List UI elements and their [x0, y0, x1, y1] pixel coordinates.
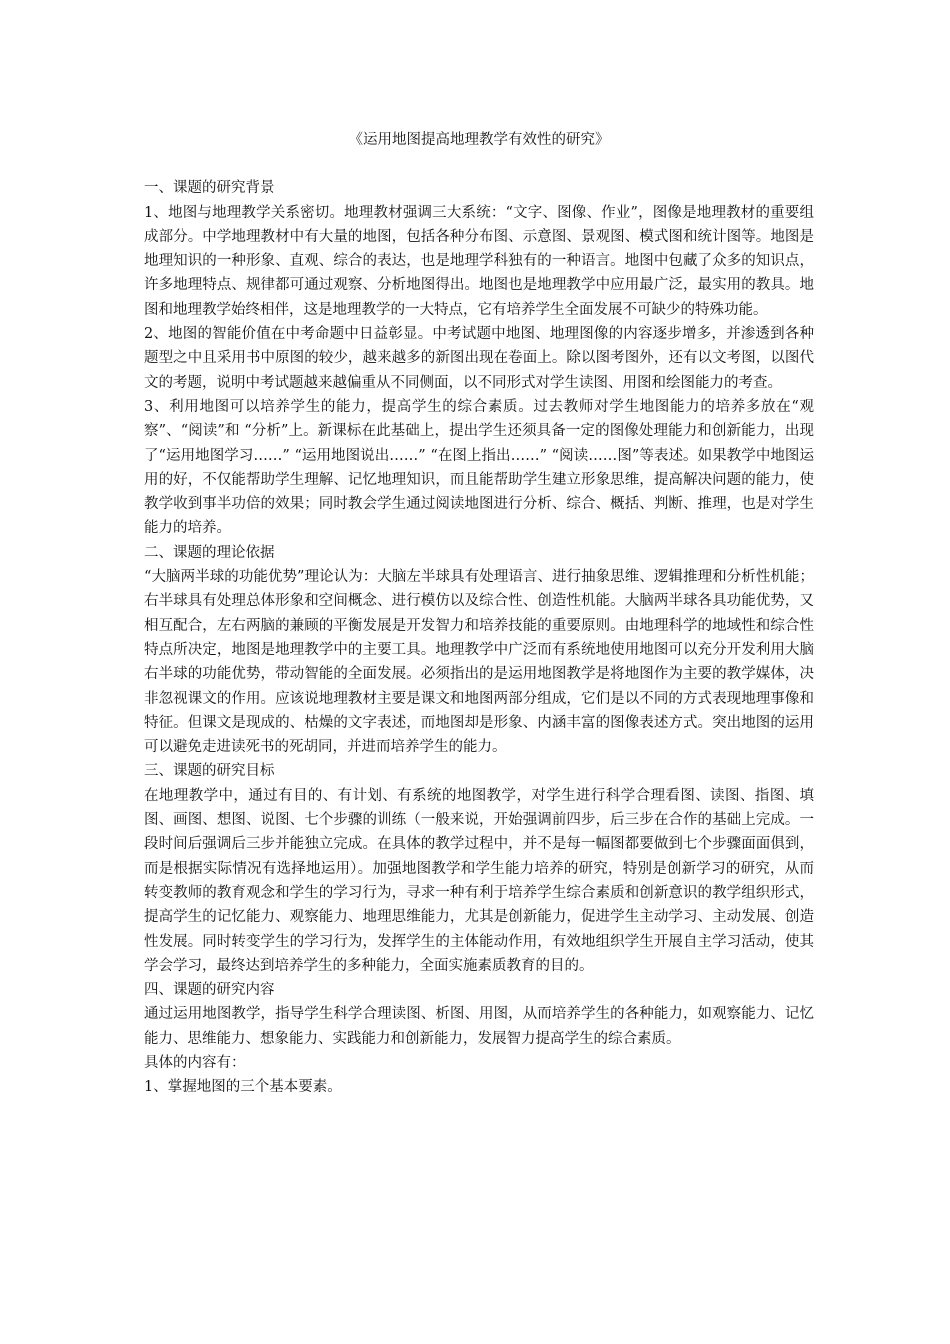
section-theory [144, 541, 814, 760]
paragraph: 3、利用地图可以培养学生的能力，提高学生的综合素质。过去教师对学生地图能力的培养多放在“观察”、“阅读”和 “分析”上。新课标在此基础上，提出学生还须具备一定的图像处理能力和创新能力，出现了“运用地图学习……” “运用地图说出……” “在图上指出……” “阅读……图”等表述。如果教学中地图运用的好，不仅能帮助学生理解、记忆地理知识，而且能帮助学生建立形象思维，提高解决问题的能力，使教学收到事半功倍的效果；同时教会学生通过阅读地图进行分析、综合、概括、判断、推理，也是对学生能力的培养。 [144, 398, 814, 537]
section-content [144, 978, 814, 1099]
section-heading: 三、课题的研究目标 [144, 763, 275, 780]
section-heading: 二、课题的理论依据 [144, 544, 275, 561]
paragraph: 通过运用地图教学，指导学生科学合理读图、析图、用图，从而培养学生的各种能力，如观察能力、记忆能力、思维能力、想象能力、实践能力和创新能力，发展智力提高学生的综合素质。 [144, 1006, 814, 1047]
document-title: 《运用地图提高地理教学有效性的研究》 [348, 132, 610, 148]
paragraph: 2、地图的智能价值在中考命题中日益彰显。中考试题中地图、地理图像的内容逐步增多，并渗透到各种题型之中且采用书中原图的较少，越来越多的新图出现在卷面上。除以图考图外，还有以文考图，以图代文的考题，说明中考试题越来越偏重从不同侧面，以不同形式对学生读图、用图和绘图能力的考查。 [144, 326, 814, 391]
paragraph: 1、地图与地理教学关系密切。地理教材强调三大系统：“文字、图像、作业”，图像是地理教材的重要组成部分。中学地理教材中有大量的地图，包括各种分布图、示意图、景观图、模式图和统计图等。地图是地理知识的一种形象、直观、综合的表达，也是地理学科独有的一种语言。地图中包藏了众多的知识点，许多地理特点、规律都可通过观察、分析地图得出。地图也是地理教学中应用最广泛，最实用的教具。地图和地理教学始终相伴，这是地理教学的一大特点，它有培养学生全面发展不可缺少的特殊功能。 [144, 204, 814, 318]
section-goals [144, 759, 814, 978]
paragraph: 具体的内容有： [144, 1054, 246, 1071]
paragraph: 在地理教学中，通过有目的、有计划、有系统的地图教学，对学生进行科学合理看图、读图、指图、填图、画图、想图、说图、七个步骤的训练（一般来说，开始强调前四步，后三步在合作的基础上完成。一段时间后强调后三步并能独立完成。在具体的教学过程中，并不是每一幅图都要做到七个步骤面面俱到，而是根据实际情况有选择地运用）。加强地图教学和学生能力培养的研究，特别是创新学习的研究，从而转变教师的教育观念和学生的学习行为，寻求一种有利于培养学生综合素质和创新意识的教学组织形式，提高学生的记忆能力、观察能力、地理思维能力，尤其是创新能力，促进学生主动学习、主动发展、创造性发展。同时转变学生的学习行为，发挥学生的主体能动作用，有效地组织学生开展自主学习活动，使其学会学习，最终达到培养学生的多种能力，全面实施素质教育的目的。 [144, 787, 814, 974]
section-heading: 一、课题的研究背景 [144, 180, 275, 197]
document-page [144, 128, 814, 1100]
list-item: 1、掌握地图的三个基本要素。 [144, 1079, 342, 1096]
section-heading: 四、课题的研究内容 [144, 982, 275, 999]
section-background [144, 176, 814, 540]
paragraph: “大脑两半球的功能优势”理论认为：大脑左半球具有处理语言、进行抽象思维、逻辑推理和分析性机能；右半球具有处理总体形象和空间概念、进行模仿以及综合性、创造性机能。大脑两半球各具功能优势，又相互配合，左右两脑的兼顾的平衡发展是开发智力和培养技能的重要原则。由地理科学的地域性和综合性特点所决定，地图是地理教学中的主要工具。地理教学中广泛而有系统地使用地图可以充分开发利用大脑右半球的功能优势，带动智能的全面发展。必须指出的是运用地图教学是将地图作为主要的教学媒体，决非忽视课文的作用。应该说地理教材主要是课文和地图两部分组成，它们是以不同的方式表现地理事像和特征。但课文是现成的、枯燥的文字表述，而地图却是形象、内涵丰富的图像表述方式。突出地图的运用可以避免走进读死书的死胡同，并进而培养学生的能力。 [144, 569, 814, 756]
